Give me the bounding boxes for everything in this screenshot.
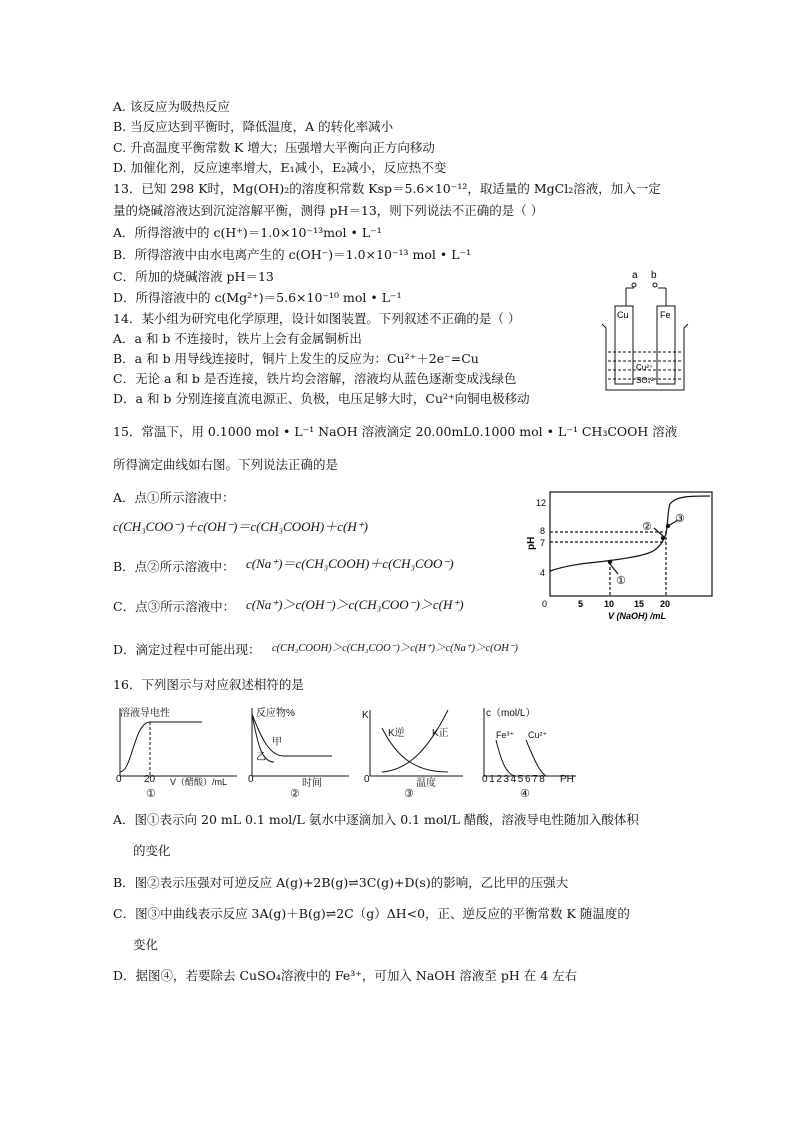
graph4-number: ④ [520,788,530,800]
q14-option-a: A．a 和 b 不连接时，铁片上会有金属铜析出 [113,331,362,346]
xtick-0: 0 [542,599,548,609]
q16-option-c: C．图③中曲线表示反应 3A(g)＋B(g)⇌2C（g）ΔH<0，正、逆反应的平衡常数 K 随温度的 [113,906,630,921]
q15-option-a-label: A．点①所示溶液中： [113,490,235,505]
graph2-number: ② [290,788,300,800]
graph1-x20: 20 [144,774,156,785]
graph1-number: ① [146,788,156,800]
q12-option-d: D. 加催化剂，反应速率增大，E₁减小，E₂减小，反应热不变 [113,160,447,175]
graph4-cu-label: Cu²⁺ [528,730,548,740]
graph2-jia: 甲 [272,737,282,748]
graph2-xlabel: 时间 [302,778,322,789]
graph3-k-forward: K正 [432,728,449,739]
graph1-xlabel: V（醋酸）/mL [170,777,228,787]
ytick-8: 8 [540,526,546,536]
q15-option-b-label: B．点②所示溶液中： [113,559,235,574]
point-2-label: ② [642,521,652,533]
q15-option-d-equation: c(CH₃COOH)＞c(CH₃COO⁻)＞c(H⁺)＞c(Na⁺)＞c(OH⁻) [272,643,518,654]
q12-option-b: B. 当反应达到平衡时，降低温度，A 的转化率减小 [113,119,394,134]
graph3-origin: 0 [364,774,370,785]
xtick-10: 10 [604,599,615,609]
q14-option-d: D．a 和 b 分别连接直流电源正、负极，电压足够大时，Cu²⁺向铜电极移动 [113,391,530,406]
q14-option-c: C．无论 a 和 b 是否连接，铁片均会溶解，溶液均从蓝色逐渐变成浅绿色 [113,371,517,386]
q15-stem-cont: 所得滴定曲线如右图。下列说法正确的是 [113,457,339,472]
q16-graph-2 [244,700,354,802]
chart-xlabel: V (NaOH) /mL [608,611,667,621]
q16-graph-1 [112,700,242,802]
q14-stem: 14．某小组为研究电化学原理，设计如图装置。下列叙述不正确的是（ ） [113,311,521,326]
titration-curve-figure [520,486,720,622]
q15-option-c-equation: c(Na⁺)＞c(OH⁻)＞c(CH₃COO⁻)＞c(H⁺) [246,597,464,612]
point-1-label: ① [616,575,626,587]
terminal-b-label: b [651,270,657,281]
graph1-ylabel: 溶液导电性 [120,708,170,719]
q15-option-b-equation: c(Na⁺)＝c(CH₃COOH)＋c(CH₃COO⁻) [246,556,454,571]
q13-option-d: D．所得溶液中的 c(Mg²⁺)＝5.6×10⁻¹⁰ mol • L⁻¹ [113,290,402,305]
graph2-ylabel: 反应物% [256,708,295,719]
copper-electrode-label: Cu [617,310,629,320]
ytick-4: 4 [540,568,546,578]
q15-stem: 15．常温下，用 0.1000 mol • L⁻¹ NaOH 溶液滴定 20.00mL0.1000 mol • L⁻¹ CH₃COOH 溶液 [113,424,678,439]
q12-option-a: A. 该反应为吸热反应 [113,99,230,114]
graph4-ylabel: c（mol/L） [486,708,536,719]
q16-stem: 16．下列图示与对应叙述相符的是 [113,677,304,692]
point-3-label: ③ [675,513,685,525]
xtick-20: 20 [660,599,671,609]
q16-option-a-cont: 的变化 [133,843,171,858]
q13-stem: 13．已知 298 K时，Mg(OH)₂的溶度积常数 Ksp＝5.6×10⁻¹²，取适量的 MgCl₂溶液，加入一定 [113,181,661,196]
ytick-7: 7 [540,538,546,548]
q13-option-b: B．所得溶液中由水电离产生的 c(OH⁻)＝1.0×10⁻¹³ mol • L⁻¹ [113,247,472,262]
graph4-xticks: 012345678 [482,774,547,785]
electrochem-apparatus-figure [596,266,696,396]
graph3-xlabel: 温度 [416,778,436,789]
sulfate-ion-label: SO₄²⁻ [636,376,658,385]
q16-graph-4 [476,700,586,802]
graph3-k-reverse: K逆 [388,728,405,739]
q12-option-c: C. 升高温度平衡常数 K 增大；压强增大平衡向正方向移动 [113,140,435,155]
q13-option-a: A．所得溶液中的 c(H⁺)＝1.0×10⁻¹³mol • L⁻¹ [113,225,382,240]
graph4-fe-label: Fe³⁺ [496,730,515,740]
graph2-origin: 0 [248,774,254,785]
xtick-5: 5 [578,599,584,609]
ytick-12: 12 [536,498,547,508]
graph1-origin: 0 [116,774,122,785]
q16-graph-3 [358,700,468,802]
graph3-number: ③ [404,788,414,800]
iron-electrode-label: Fe [660,310,671,320]
chart-ylabel: pH [526,536,537,550]
q15-option-c-label: C．点③所示溶液中： [113,599,236,614]
q16-option-d: D．据图④，若要除去 CuSO₄溶液中的 Fe³⁺，可加入 NaOH 溶液至 pH 在 4 左右 [113,968,578,983]
copper-ion-label: Cu²⁺ [636,363,654,372]
terminal-a-label: a [632,270,638,281]
q14-option-b: B．a 和 b 用导线连接时，铜片上发生的反应为：Cu²⁺＋2e⁻=Cu [113,351,479,366]
q16-option-c-cont: 变化 [133,937,159,952]
q13-stem-cont: 量的烧碱溶液达到沉淀溶解平衡，测得 pH＝13，则下列说法不正确的是（ ） [113,203,544,218]
graph4-xlabel: PH [560,774,574,785]
graph3-ylabel: K [362,710,369,721]
xtick-15: 15 [634,599,645,609]
q16-option-b: B．图②表示压强对可逆反应 A(g)+2B(g)⇌3C(g)+D(s)的影响，乙比甲的压强大 [113,875,569,890]
graph2-yi: 乙 [256,752,266,763]
q16-option-a: A．图①表示向 20 mL 0.1 mol/L 氨水中逐滴加入 0.1 mol/L 醋酸，溶液导电性随加入酸体积 [113,812,639,827]
q15-option-a-equation: c(CH₃COO⁻)＋c(OH⁻)＝c(CH₃COOH)＋c(H⁺) [113,519,368,534]
q15-option-d-label: D．滴定过程中可能出现： [113,642,261,657]
q13-option-c: C．所加的烧碱溶液 pH＝13 [113,269,274,284]
